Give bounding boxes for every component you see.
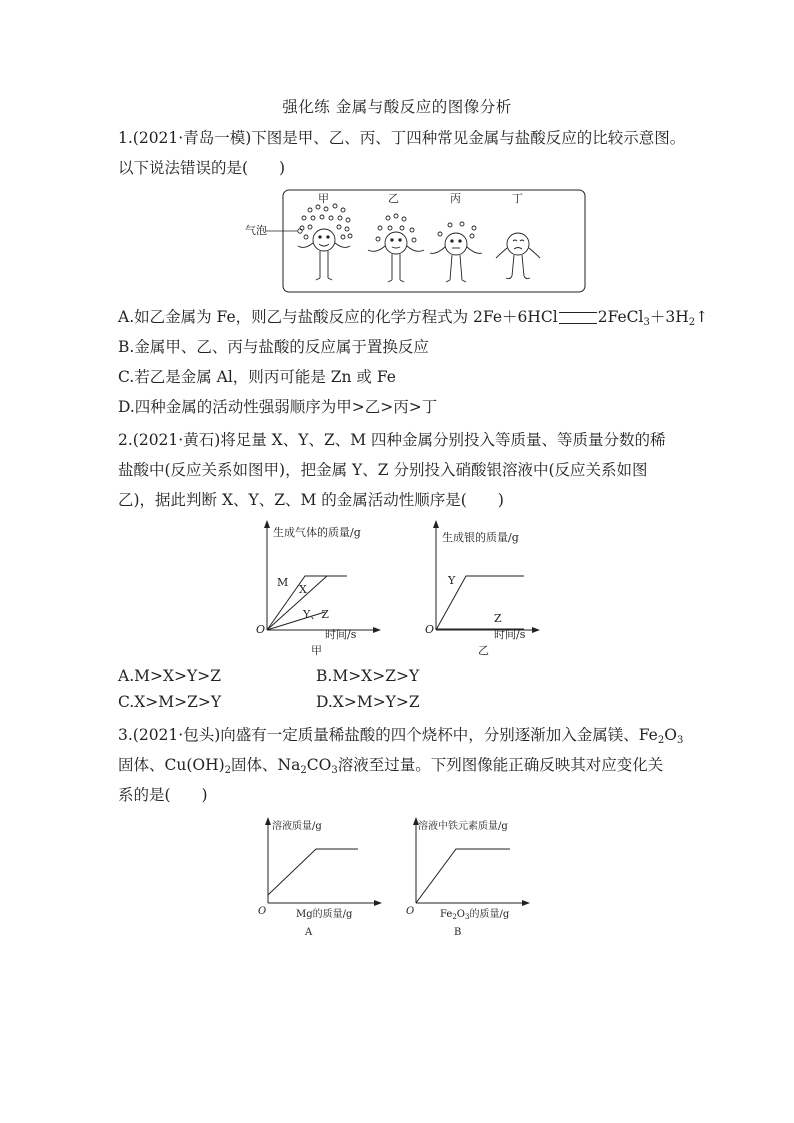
q2-option-b[interactable]: B.M>X>Z>Y xyxy=(316,667,420,685)
graph-b-xlabel xyxy=(440,907,510,921)
q3-graph-b xyxy=(404,815,534,940)
graph-b-xlabel-pre: Fe xyxy=(440,909,453,920)
q3-line1-text: 3.(2021·包头)向盛有一定质量稀盐酸的四个烧杯中，分别逐渐加入金属镁、Fe xyxy=(118,726,658,744)
q3-stem-line1 xyxy=(118,725,683,745)
q3-line2-text-b: 固体、Na xyxy=(231,756,301,774)
q3-stem-line2 xyxy=(118,755,663,775)
graph-jia-origin: O xyxy=(256,623,266,636)
sub-2: 2 xyxy=(657,735,665,746)
q1-option-d[interactable]: D.四种金属的活动性强弱顺序为甲>乙>丙>丁 xyxy=(118,398,438,416)
q2-graph-jia xyxy=(255,518,385,658)
sub-3: 3 xyxy=(643,317,650,328)
q1-figure xyxy=(240,188,640,298)
graph-yi-label-z: Z xyxy=(494,612,502,625)
graph-jia-label-m: M xyxy=(277,576,289,589)
graph-b-caption: B xyxy=(454,927,462,938)
q1-option-a-plus: ＋3H xyxy=(649,308,689,326)
q3-stem-line3: 系的是( ) xyxy=(118,786,208,804)
bubble-label: 气泡 xyxy=(245,224,267,237)
sub-3: 3 xyxy=(676,735,684,746)
graph-jia-caption: 甲 xyxy=(311,644,322,657)
graph-jia-line-x xyxy=(267,576,327,630)
metal-figure-ding xyxy=(496,233,540,279)
graph-a-caption: A xyxy=(305,927,313,938)
sub-3: 3 xyxy=(331,765,338,776)
metal-figure-bing xyxy=(430,222,482,282)
sub-2: 2 xyxy=(300,765,307,776)
graph-yi-label-y: Y xyxy=(448,574,456,587)
sub-2: 2 xyxy=(688,317,696,328)
q1-option-c[interactable]: C.若乙是金属 Al，则丙可能是 Zn 或 Fe xyxy=(118,368,396,386)
q1-option-a[interactable] xyxy=(118,307,708,327)
graph-b-xlabel-post: 的质量/g xyxy=(469,909,510,920)
graph-a-ylabel: 溶液质量/g xyxy=(272,821,322,832)
graph-yi-ylabel: 生成银的质量/g xyxy=(442,531,519,544)
graph-a-xlabel: Mg的质量/g xyxy=(296,909,353,920)
graph-jia-ylabel: 生成气体的质量/g xyxy=(273,526,361,539)
q2-graph-yi xyxy=(424,518,554,658)
equal-sign xyxy=(559,312,597,324)
q3-line2-text-c: CO xyxy=(306,756,332,774)
metal-name-ding: 丁 xyxy=(512,192,523,205)
sub-2: 2 xyxy=(224,765,232,776)
graph-a-origin: O xyxy=(258,906,267,917)
q1-option-a-pre: A.如乙金属为 Fe，则乙与盐酸反应的化学方程式为 2Fe＋6HCl xyxy=(118,308,558,326)
q3-graph-a xyxy=(256,815,386,940)
q2-option-d[interactable]: D.X>M>Y>Z xyxy=(316,693,420,711)
metal-name-jia: 甲 xyxy=(318,192,329,205)
page-title: 强化练 金属与酸反应的图像分析 xyxy=(282,98,512,116)
metal-name-bing: 丙 xyxy=(450,192,461,205)
graph-jia-xlabel: 时间/s xyxy=(325,628,357,641)
q3-line1-o: O xyxy=(664,726,677,744)
graph-b-origin: O xyxy=(406,906,415,917)
q1-stem-line2: 以下说法错误的是( ) xyxy=(118,159,286,177)
q2-stem-line1: 2.(2021·黄石)将足量 X、Y、Z、M 四种金属分别投入等质量、等质量分数的稀 xyxy=(118,431,666,449)
q3-line2-text-a: 固体、Cu(OH) xyxy=(118,756,225,774)
q1-option-b[interactable]: B.金属甲、乙、丙与盐酸的反应属于置换反应 xyxy=(118,338,429,356)
q2-stem-line3: 乙)，据此判断 X、Y、Z、M 的金属活动性顺序是( ) xyxy=(118,491,504,509)
graph-jia-label-x: X xyxy=(299,583,307,596)
graph-yi-caption: 乙 xyxy=(478,644,489,657)
metal-figure-jia xyxy=(298,204,352,280)
q2-stem-line2: 盐酸中(反应关系如图甲)，把金属 Y、Z 分别投入硝酸银溶液中(反应关系如图 xyxy=(118,461,648,479)
q1-option-a-post: 2FeCl xyxy=(597,308,644,326)
sub-3: 3 xyxy=(464,913,470,921)
gas-arrow-icon: ↑ xyxy=(695,308,709,326)
graph-yi-xlabel: 时间/s xyxy=(494,628,526,641)
graph-b-ylabel: 溶液中铁元素质量/g xyxy=(418,821,508,832)
graph-jia-label-yz: Y、Z xyxy=(303,608,329,621)
graph-b-xlabel-mid: O xyxy=(456,909,465,920)
sub-2: 2 xyxy=(452,913,457,921)
q2-option-a[interactable]: A.M>X>Y>Z xyxy=(118,667,221,685)
q2-option-c[interactable]: C.X>M>Z>Y xyxy=(118,693,222,711)
metal-name-yi: 乙 xyxy=(388,192,399,205)
q3-line2-text-d: 溶液至过量。下列图像能正确反映其对应变化关 xyxy=(337,756,664,774)
graph-b-curve xyxy=(416,849,510,903)
metal-figure-yi xyxy=(368,214,424,282)
q1-stem-line1: 1.(2021·青岛一模)下图是甲、乙、丙、丁四种常见金属与盐酸反应的比较示意图。 xyxy=(118,129,686,147)
graph-a-curve xyxy=(268,849,358,895)
graph-yi-origin: O xyxy=(425,623,435,636)
